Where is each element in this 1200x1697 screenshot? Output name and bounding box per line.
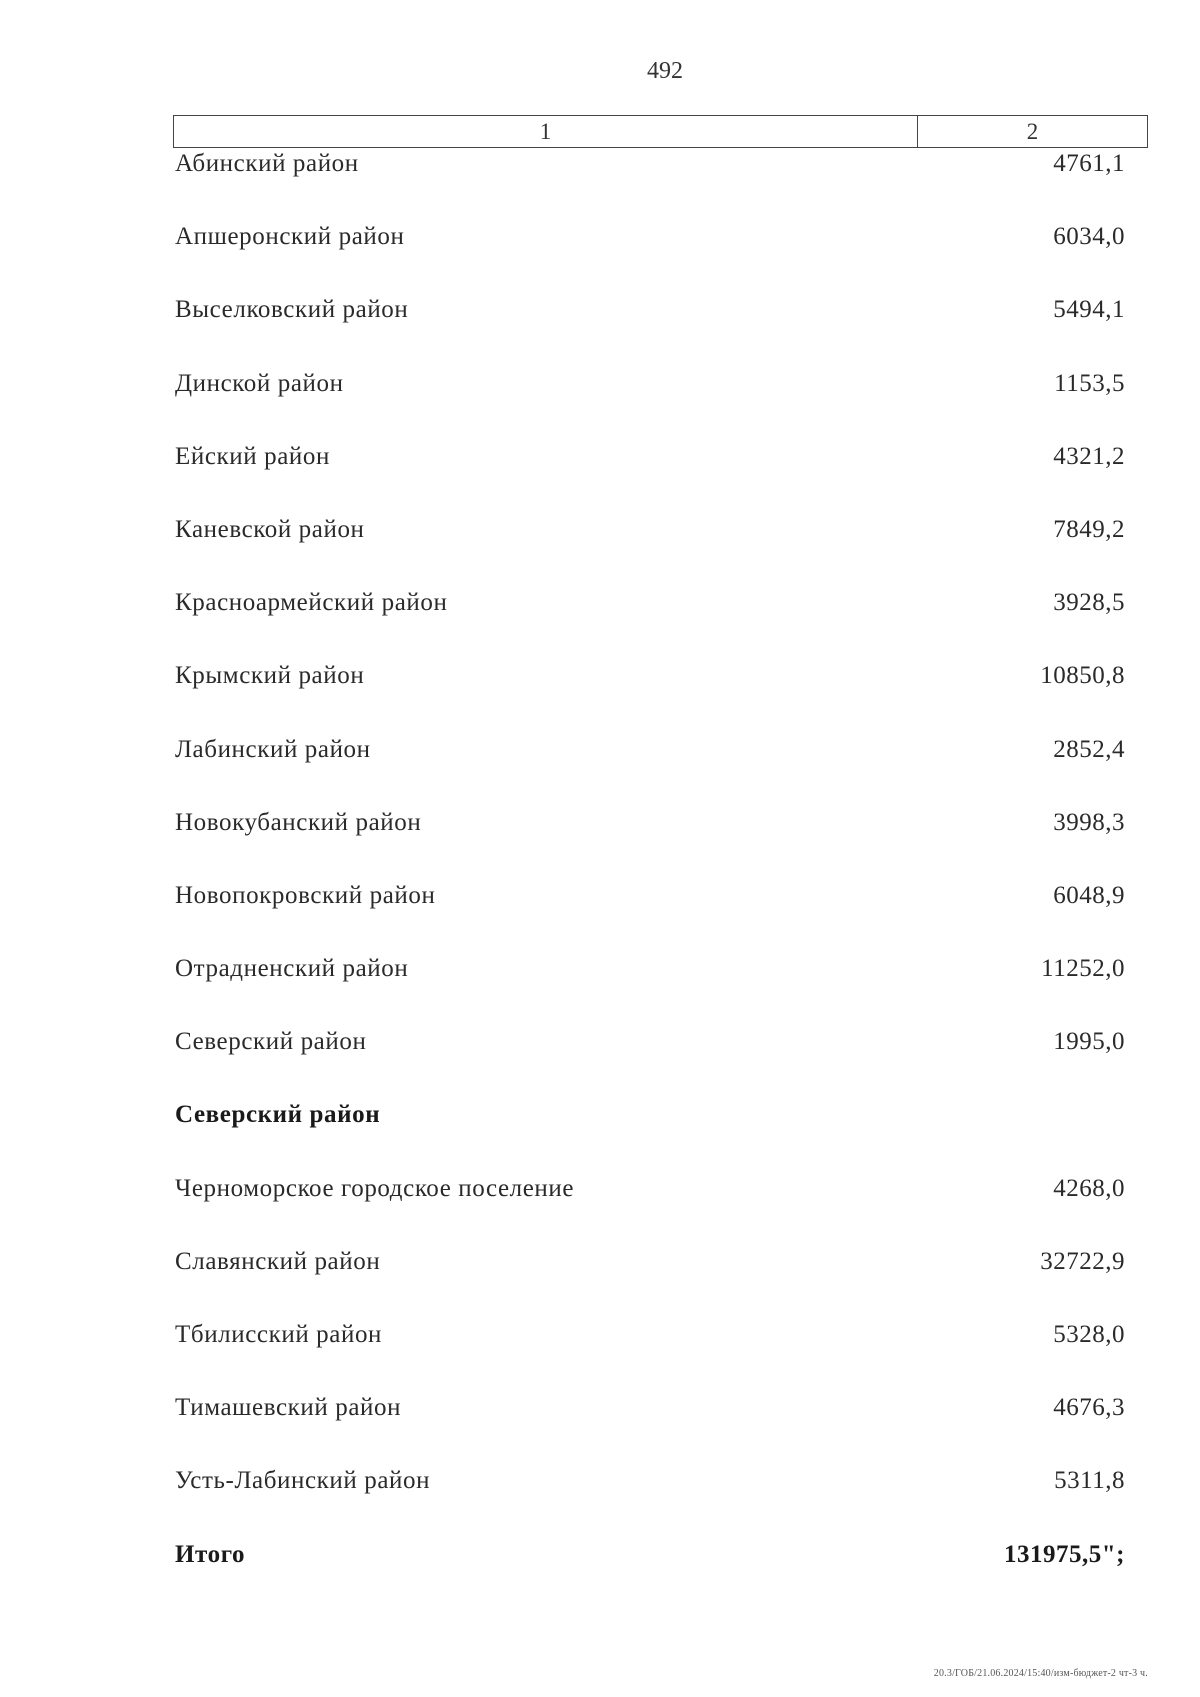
row-name: Тбилисский район: [175, 1321, 383, 1348]
row-value: 5311,8: [1054, 1467, 1125, 1495]
row-value: 5494,1: [1053, 296, 1125, 324]
table-row: [175, 1248, 1125, 1321]
column-header-1: 1: [174, 116, 918, 147]
table-row: [175, 1028, 1125, 1101]
row-value: 4321,2: [1053, 442, 1125, 470]
row-value: 3998,3: [1053, 808, 1125, 836]
table-row: [175, 370, 1125, 443]
row-value: 4761,1: [1053, 150, 1125, 177]
table-row: [175, 662, 1125, 735]
row-name: Абинский район: [175, 150, 359, 177]
row-value: 11252,0: [1041, 955, 1125, 983]
row-name: Северский район: [175, 1028, 367, 1056]
row-value: 2852,4: [1053, 735, 1125, 763]
row-name: Новокубанский район: [175, 808, 422, 836]
table-row: [175, 516, 1125, 589]
row-name: Выселковский район: [175, 296, 409, 324]
row-name: Ейский район: [175, 442, 330, 470]
row-name: Каневской район: [175, 515, 365, 543]
row-value: 7849,2: [1053, 515, 1125, 543]
row-value: 6048,9: [1053, 881, 1125, 909]
total-label: Итого: [175, 1540, 246, 1568]
row-value: 1995,0: [1053, 1028, 1125, 1056]
row-value: 3928,5: [1053, 589, 1125, 617]
table-row: [175, 736, 1125, 809]
row-name: Динской район: [175, 369, 344, 397]
row-name: Усть-Лабинский район: [175, 1467, 431, 1495]
table-row: [175, 443, 1125, 516]
total-value: 131975,5";: [1004, 1540, 1125, 1568]
row-name: Новопокровский район: [175, 881, 436, 909]
table-row: [175, 223, 1125, 296]
row-name: Славянский район: [175, 1247, 381, 1275]
section-heading: Северский район: [175, 1101, 381, 1129]
row-name: Отрадненский район: [175, 955, 409, 983]
table-row: [175, 1394, 1125, 1467]
row-name: Апшеронский район: [175, 223, 405, 251]
page-number: 492: [647, 58, 683, 84]
table-row: [175, 1321, 1125, 1394]
row-name: Черноморское городское поселение: [175, 1174, 575, 1202]
row-value: 5328,0: [1053, 1321, 1125, 1348]
table-row: [175, 1467, 1125, 1540]
row-name: Красноармейский район: [175, 589, 448, 617]
footer-note: 20.3/ГОБ/21.06.2024/15:40/изм-бюджет-2 чт-3 ч.: [933, 1668, 1148, 1679]
section-heading-row: [175, 1101, 1125, 1174]
table-row: [175, 809, 1125, 882]
row-value: 10850,8: [1040, 662, 1125, 690]
row-value: 6034,0: [1053, 223, 1125, 251]
row-value: 4268,0: [1053, 1174, 1125, 1202]
row-value: 1153,5: [1054, 369, 1125, 397]
row-name: Лабинский район: [175, 735, 371, 763]
table-body: [175, 150, 1125, 1614]
column-header-2: 2: [1026, 119, 1039, 144]
table-row: [175, 882, 1125, 955]
table-row: [175, 955, 1125, 1028]
table-row: [175, 296, 1125, 369]
row-name: Крымский район: [175, 662, 365, 690]
total-row: [175, 1541, 1125, 1614]
table-row: [175, 589, 1125, 662]
table-header: [173, 115, 1148, 148]
table-row: [175, 150, 1125, 223]
row-name: Тимашевский район: [175, 1394, 402, 1422]
row-value: 32722,9: [1040, 1247, 1125, 1275]
row-value: 4676,3: [1053, 1394, 1125, 1422]
table-row: [175, 1175, 1125, 1248]
